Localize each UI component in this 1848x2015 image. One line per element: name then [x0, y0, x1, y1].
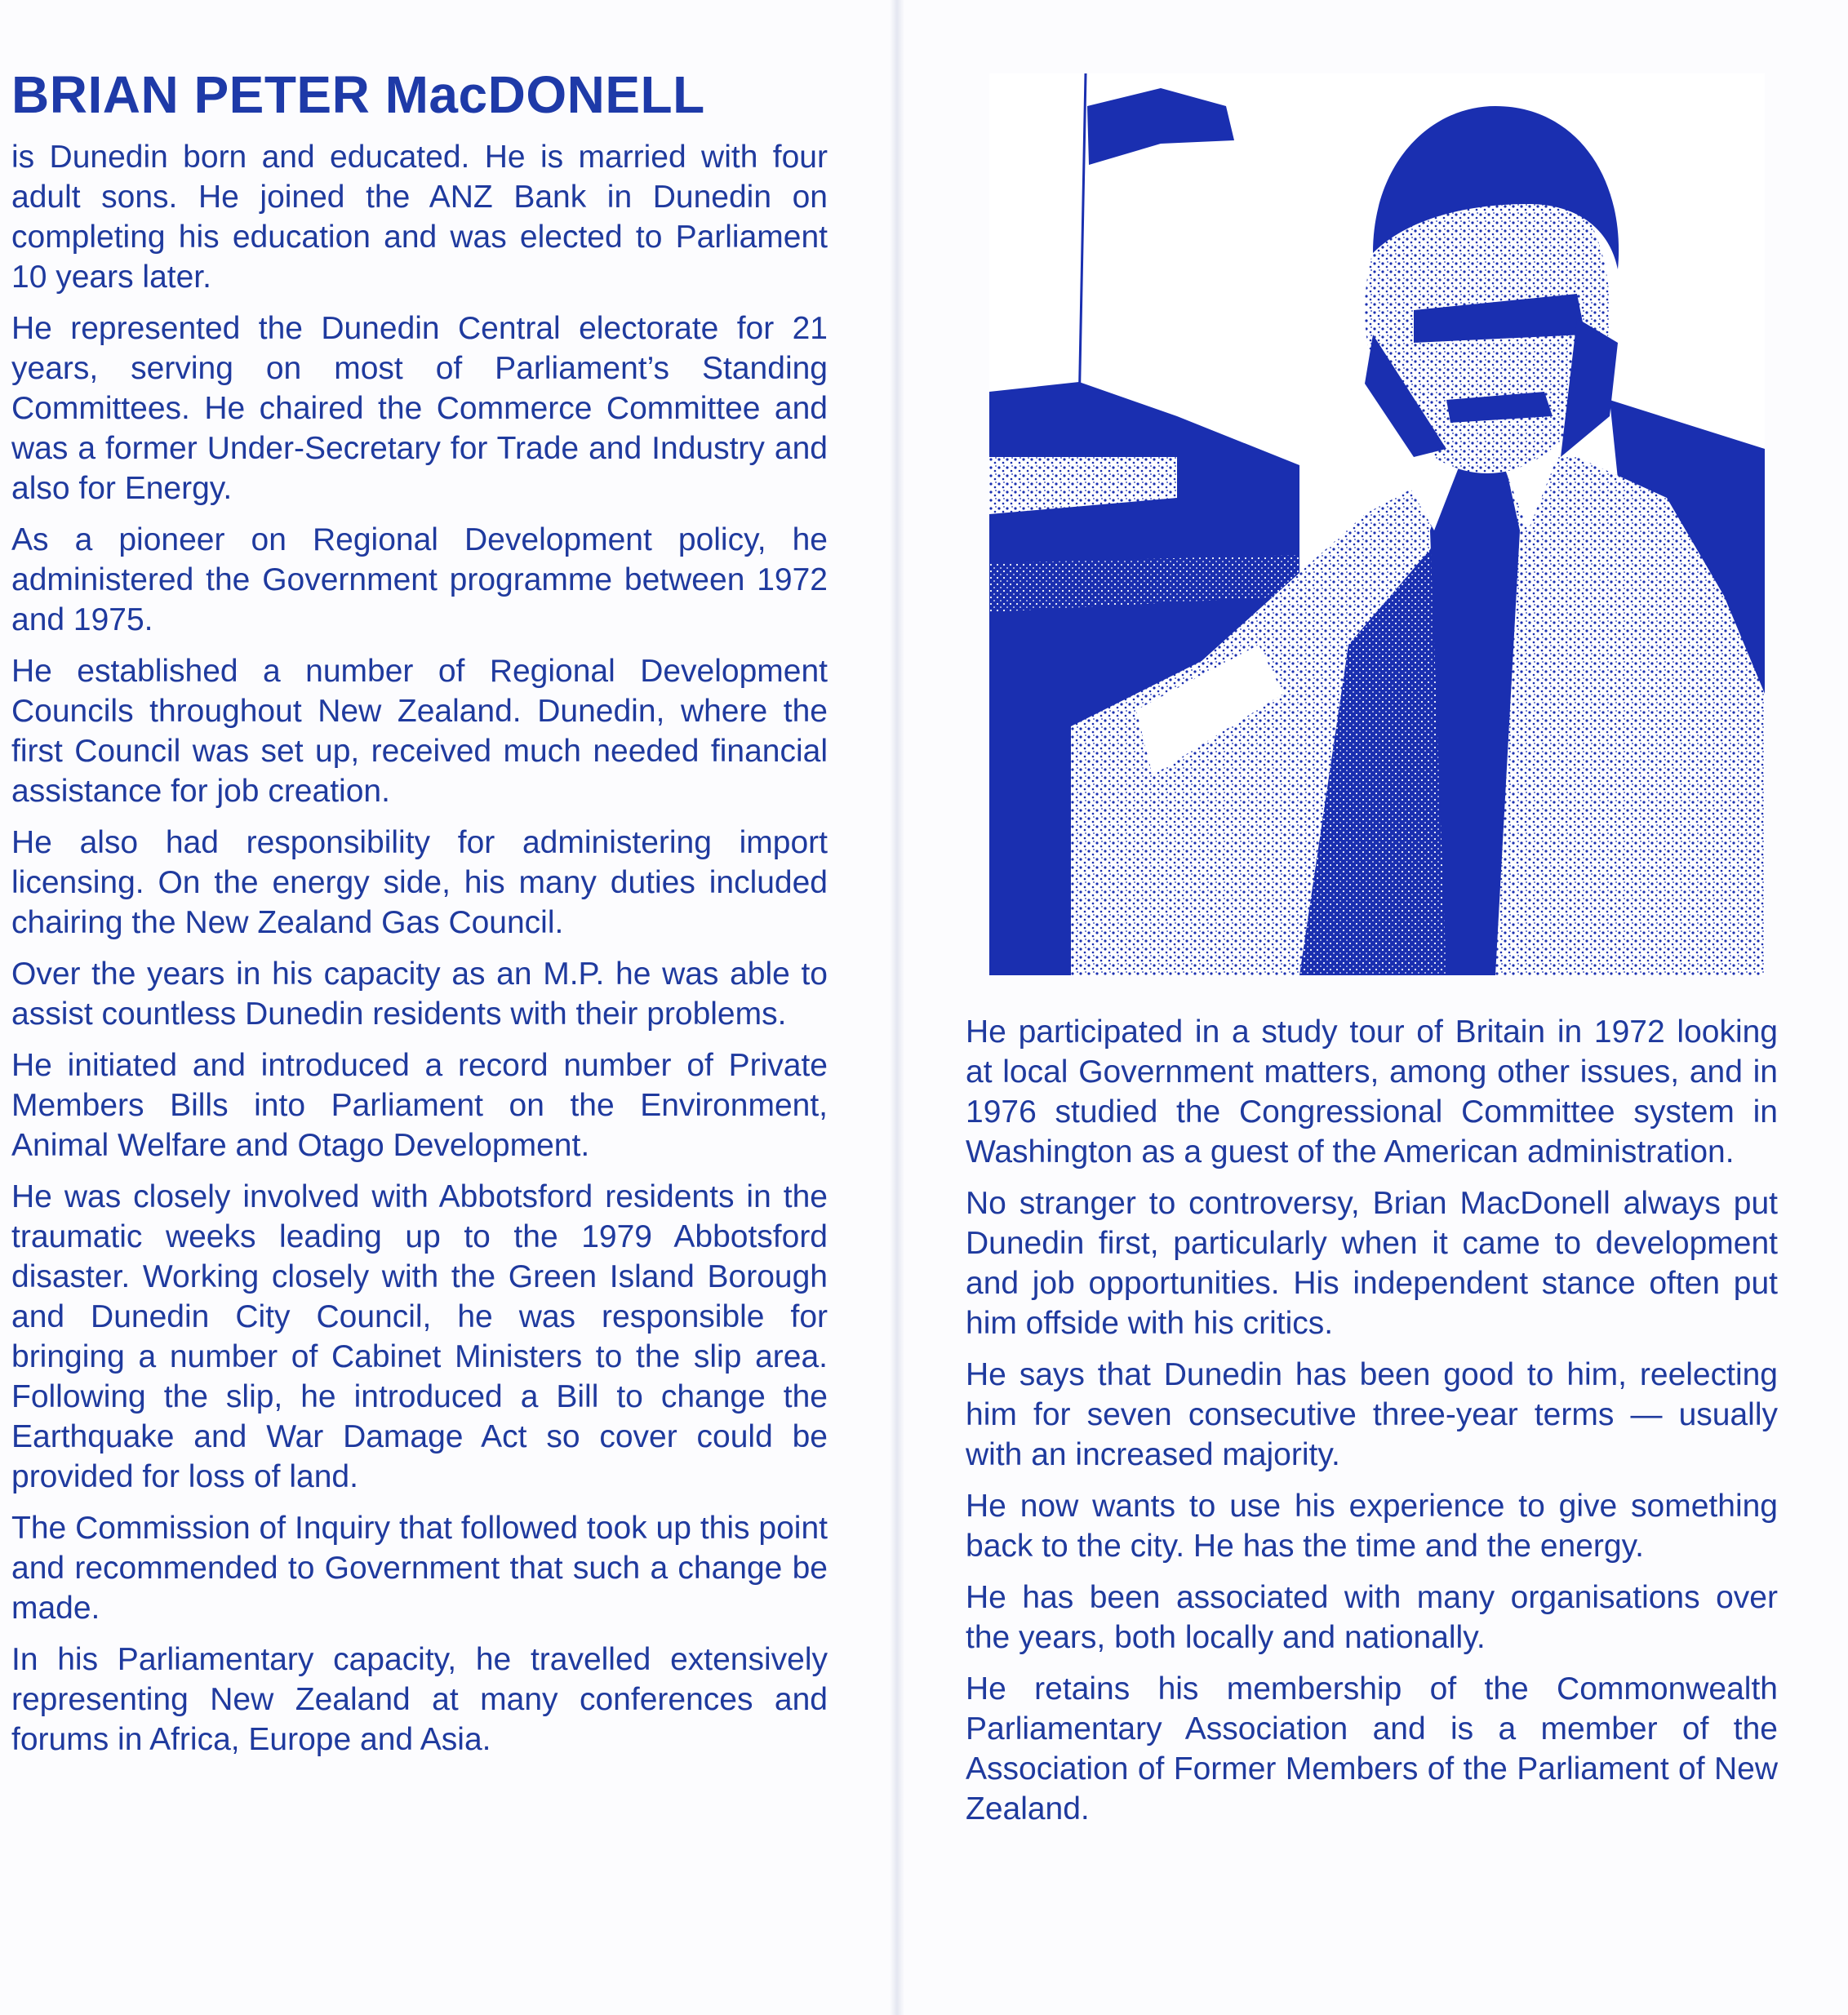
left-paragraph-3: As a pioneer on Regional Development policy, he administered the Government programme between 1972 and 1975.	[11, 522, 828, 637]
right-paragraph-6: He retains his membership of the Commonwealth Parliamentary Association and is a member of the Association of Former Members of the Parliament of New Zealand.	[966, 1671, 1778, 1826]
right-paragraph-2: No stranger to controversy, Brian MacDonell always put Dunedin first, particularly when it came to development and job opportunities. His independent stance often put him offside with his critics.	[966, 1186, 1778, 1341]
right-paragraph-3: He says that Dunedin has been good to him, reelecting him for seven consecutive three-year terms — usually with an increased majority.	[966, 1357, 1778, 1472]
left-paragraph-6: Over the years in his capacity as an M.P. he was able to assist countless Dunedin residents with their problems.	[11, 956, 828, 1032]
left-paragraph-9: The Commission of Inquiry that followed took up this point and recommended to Government that such a change be made.	[11, 1511, 828, 1626]
right-paragraph-5: He has been associated with many organisations over the years, both locally and nationally.	[966, 1580, 1778, 1655]
right-paragraph-1: He participated in a study tour of Britain in 1972 looking at local Government matters, among other issues, and in 1976 studied the Congressional Committee system in Washington as a guest of the American administration.	[966, 1014, 1778, 1169]
page-title: BRIAN PETER MacDONELL	[11, 65, 705, 124]
left-paragraph-4: He established a number of Regional Development Councils throughout New Zealand. Dunedin, where the first Council was set up, received much needed financial assistance for job creation.	[11, 654, 828, 809]
left-paragraph-5: He also had responsibility for administering import licensing. On the energy side, his many duties included chairing the New Zealand Gas Council.	[11, 825, 828, 940]
page-fold	[890, 0, 904, 2015]
left-paragraph-7: He initiated and introduced a record number of Private Members Bills into Parliament on the Environment, Animal Welfare and Otago Development.	[11, 1048, 828, 1163]
right-paragraph-4: He now wants to use his experience to give something back to the city. He has the time and the energy.	[966, 1489, 1778, 1564]
portrait-photo-icon	[989, 73, 1765, 975]
left-paragraph-2: He represented the Dunedin Central electorate for 21 years, serving on most of Parliament’s Standing Committees. He chaired the Commerce Committee and was a former Under-Secretary for Trade and Industry and also for Energy.	[11, 311, 828, 506]
left-paragraph-8: He was closely involved with Abbotsford residents in the traumatic weeks leading up to the 1979 Abbotsford disaster. Working closely with the Green Island Borough and Dunedin City Council, he was responsible for bringing a number of Cabinet Ministers to the slip area. Following the slip, he introduced a Bill to change the Earthquake and War Damage Act so cover could be provided for loss of land.	[11, 1179, 828, 1494]
right-column	[966, 1012, 1778, 1840]
left-paragraph-1: is Dunedin born and educated. He is married with four adult sons. He joined the ANZ Bank in Dunedin on completing his education and was elected to Parliament 10 years later.	[11, 140, 828, 295]
left-column	[11, 65, 828, 1771]
left-paragraph-10: In his Parliamentary capacity, he travelled extensively representing New Zealand at many conferences and forums in Africa, Europe and Asia.	[11, 1642, 828, 1757]
